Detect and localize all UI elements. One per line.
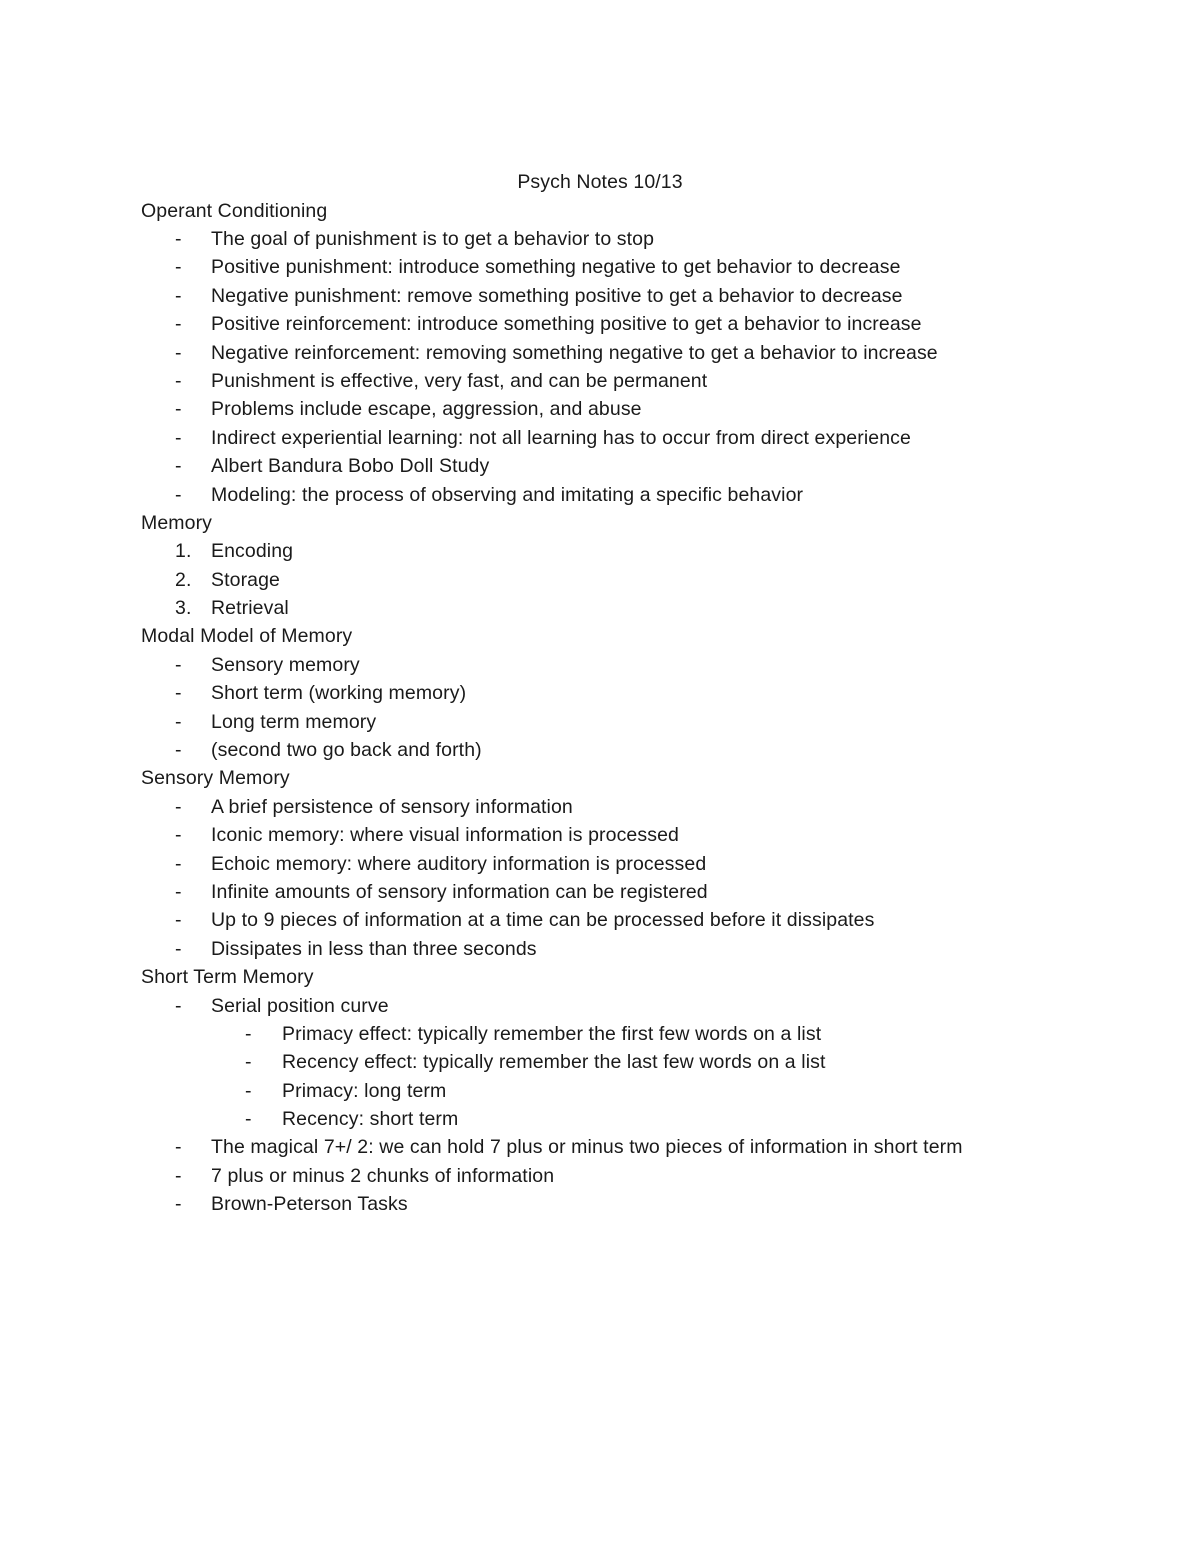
dash-bullet: - [175, 1193, 182, 1216]
dash-bullet: - [175, 256, 182, 279]
dash-bullet: - [175, 852, 182, 875]
bullet-list-item [141, 452, 1161, 480]
bullet-list-item [141, 481, 1161, 509]
list-item-text: Storage [211, 568, 280, 591]
list-item-text: Positive reinforcement: introduce something positive to get a behavior to increase [211, 313, 922, 336]
bullet-list-item [141, 225, 1161, 253]
bullet-list-item [141, 679, 1161, 707]
list-item-text: Primacy effect: typically remember the first few words on a list [282, 1022, 822, 1045]
numbered-list-item [141, 566, 1161, 594]
list-item-text: Echoic memory: where auditory information is processed [211, 852, 707, 875]
document-body [141, 197, 1161, 1219]
bullet-list-item [141, 282, 1161, 310]
bullet-list-item [141, 1190, 1161, 1218]
dash-bullet: - [175, 313, 182, 336]
dash-bullet: - [175, 682, 182, 705]
list-item-text: A brief persistence of sensory information [211, 795, 573, 818]
dash-bullet: - [175, 369, 182, 392]
bullet-list-item [141, 367, 1161, 395]
dash-bullet: - [175, 426, 182, 449]
bullet-list-item [141, 395, 1161, 423]
list-item-text: Up to 9 pieces of information at a time can be processed before it dissipates [211, 909, 875, 932]
dash-bullet: - [175, 1164, 182, 1187]
nested-bullet-list-item [141, 1020, 1161, 1048]
list-item-text: Infinite amounts of sensory information can be registered [211, 880, 708, 903]
dash-bullet: - [175, 824, 182, 847]
bullet-list-item [141, 821, 1161, 849]
list-item-text: Modeling: the process of observing and imitating a specific behavior [211, 483, 804, 506]
list-item-text: The goal of punishment is to get a behavior to stop [211, 227, 655, 250]
dash-bullet: - [245, 1108, 252, 1131]
bullet-list-item [141, 906, 1161, 934]
document-title: Psych Notes 10/13 [517, 171, 683, 193]
bullet-list-item [141, 253, 1161, 281]
list-item-text: Encoding [211, 540, 294, 563]
list-item-text: Punishment is effective, very fast, and can be permanent [211, 369, 708, 392]
bullet-list-item [141, 310, 1161, 338]
dash-bullet: - [175, 937, 182, 960]
list-number: 3. [175, 597, 192, 620]
dash-bullet: - [175, 341, 182, 364]
list-item-text: Brown-Peterson Tasks [211, 1193, 408, 1216]
list-item-text: Negative reinforcement: removing something negative to get a behavior to increase [211, 341, 938, 364]
bullet-list-item [141, 935, 1161, 963]
list-item-text: (second two go back and forth) [211, 739, 482, 762]
section-heading: Memory [141, 511, 213, 534]
bullet-list-item [141, 651, 1161, 679]
dash-bullet: - [175, 739, 182, 762]
list-item-text: Albert Bandura Bobo Doll Study [211, 455, 490, 478]
dash-bullet: - [175, 795, 182, 818]
list-item-text: Short term (working memory) [211, 682, 467, 705]
bullet-list-item [141, 850, 1161, 878]
dash-bullet: - [175, 284, 182, 307]
list-item-text: Primacy: long term [282, 1079, 447, 1102]
dash-bullet: - [175, 653, 182, 676]
bullet-list-item [141, 992, 1161, 1020]
list-item-text: Negative punishment: remove something positive to get a behavior to decrease [211, 284, 903, 307]
dash-bullet: - [175, 227, 182, 250]
list-item-text: The magical 7+/ 2: we can hold 7 plus or minus two pieces of information in short term [211, 1136, 963, 1159]
list-item-text: Iconic memory: where visual information is processed [211, 824, 679, 847]
list-item-text: Long term memory [211, 710, 377, 733]
dash-bullet: - [175, 483, 182, 506]
list-item-text: Positive punishment: introduce something negative to get behavior to decrease [211, 256, 901, 279]
list-item-text: Dissipates in less than three seconds [211, 937, 537, 960]
dash-bullet: - [175, 710, 182, 733]
list-number: 2. [175, 568, 192, 591]
list-item-text: Recency effect: typically remember the last few words on a list [282, 1051, 826, 1074]
numbered-list-item [141, 594, 1161, 622]
dash-bullet: - [175, 1136, 182, 1159]
dash-bullet: - [175, 994, 182, 1017]
dash-bullet: - [175, 398, 182, 421]
list-item-text: Problems include escape, aggression, and abuse [211, 398, 642, 421]
nested-bullet-list-item [141, 1105, 1161, 1133]
bullet-list-item [141, 1162, 1161, 1190]
section-heading: Sensory Memory [141, 767, 290, 790]
bullet-list-item [141, 878, 1161, 906]
numbered-list-item [141, 537, 1161, 565]
list-number: 1. [175, 540, 192, 563]
dash-bullet: - [245, 1079, 252, 1102]
bullet-list-item [141, 736, 1161, 764]
bullet-list-item [141, 1133, 1161, 1161]
list-item-text: Serial position curve [211, 994, 389, 1017]
list-item-text: Retrieval [211, 597, 289, 620]
section-heading: Operant Conditioning [141, 199, 328, 222]
nested-bullet-list-item [141, 1077, 1161, 1105]
dash-bullet: - [175, 455, 182, 478]
bullet-list-item [141, 708, 1161, 736]
list-item-text: 7 plus or minus 2 chunks of information [211, 1164, 555, 1187]
list-item-text: Indirect experiential learning: not all learning has to occur from direct experience [211, 426, 911, 449]
bullet-list-item [141, 424, 1161, 452]
dash-bullet: - [175, 880, 182, 903]
list-item-text: Sensory memory [211, 653, 360, 676]
section-heading: Modal Model of Memory [141, 625, 353, 648]
list-item-text: Recency: short term [282, 1108, 459, 1131]
dash-bullet: - [175, 909, 182, 932]
bullet-list-item [141, 339, 1161, 367]
dash-bullet: - [245, 1051, 252, 1074]
nested-bullet-list-item [141, 1048, 1161, 1076]
dash-bullet: - [245, 1022, 252, 1045]
bullet-list-item [141, 793, 1161, 821]
section-heading: Short Term Memory [141, 966, 314, 989]
